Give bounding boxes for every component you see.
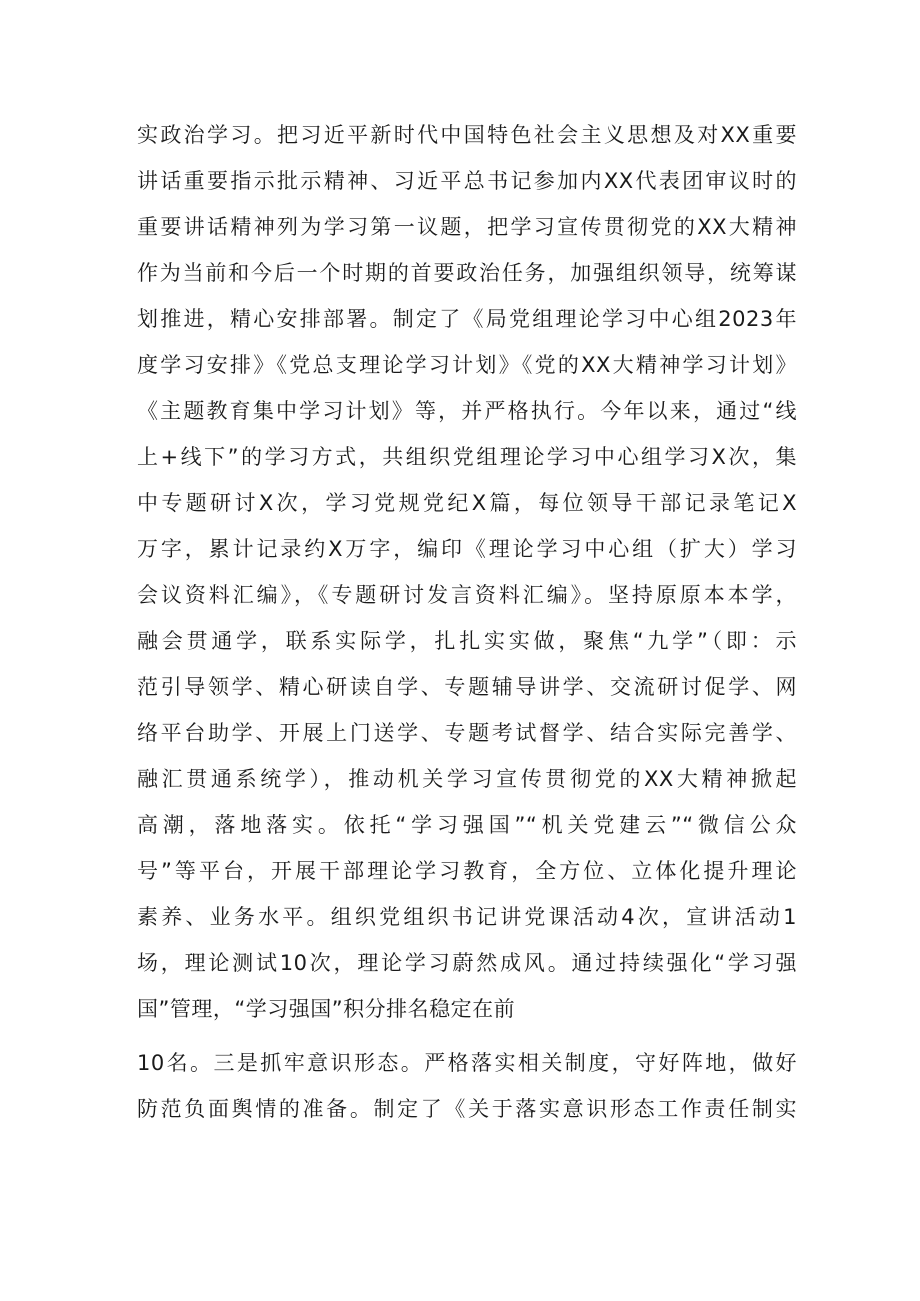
text-line: 度学习安排》《党总支理论学习计划》《党的XX大精神学习计划》: [137, 353, 797, 377]
text-line: 《主题教育集中学习计划》等，并严格执行。今年以来，通过“线: [137, 399, 797, 423]
text-line: 络平台助学、开展上门送学、专题考试督学、结合实际完善学、: [137, 721, 797, 745]
text-line: 场，理论测试10次，理论学习蔚然成风。通过持续强化“学习强: [137, 951, 797, 975]
body-text: [137, 112, 797, 1132]
text-line: 号”等平台，开展干部理论学习教育，全方位、立体化提升理论: [137, 859, 797, 883]
text-line: 万字，累计记录约X万字，编印《理论学习中心组（扩大）学习: [137, 537, 797, 561]
text-line: 融汇贯通系统学），推动机关学习宣传贯彻党的XX大精神掀起: [137, 767, 797, 791]
text-line: 10名。三是抓牢意识形态。严格落实相关制度，守好阵地，做好: [137, 1051, 797, 1075]
text-line: 划推进，精心安排部署。制定了《局党组理论学习中心组2023年: [137, 307, 797, 331]
text-line: 国”管理，“学习强国”积分排名稳定在前: [137, 997, 516, 1021]
text-line: 融会贯通学，联系实际学，扎扎实实做，聚焦“九学”（即：示: [137, 629, 797, 653]
text-line: 防范负面舆情的准备。制定了《关于落实意识形态工作责任制实: [137, 1097, 797, 1121]
text-line: 素养、业务水平。组织党组织书记讲党课活动4次，宣讲活动1: [137, 905, 797, 929]
text-line: 实政治学习。把习近平新时代中国特色社会主义思想及对XX重要: [137, 123, 797, 147]
text-line: 高潮，落地落实。依托“学习强国”“机关党建云”“微信公众: [137, 813, 797, 837]
text-line: 讲话重要指示批示精神、习近平总书记参加内XX代表团审议时的: [137, 169, 797, 193]
text-line: 作为当前和今后一个时期的首要政治任务，加强组织领导，统筹谋: [137, 261, 797, 285]
text-line: 范引导领学、精心研读自学、专题辅导讲学、交流研讨促学、网: [137, 675, 797, 699]
text-line: 会议资料汇编》，《专题研讨发言资料汇编》。坚持原原本本学，: [137, 583, 797, 607]
text-line: 中专题研讨X次，学习党规党纪X篇，每位领导干部记录笔记X: [137, 491, 797, 515]
text-line: 重要讲话精神列为学习第一议题，把学习宣传贯彻党的XX大精神: [137, 215, 797, 239]
text-line: 上+线下”的学习方式，共组织党组理论学习中心组学习X次，集: [137, 445, 797, 469]
